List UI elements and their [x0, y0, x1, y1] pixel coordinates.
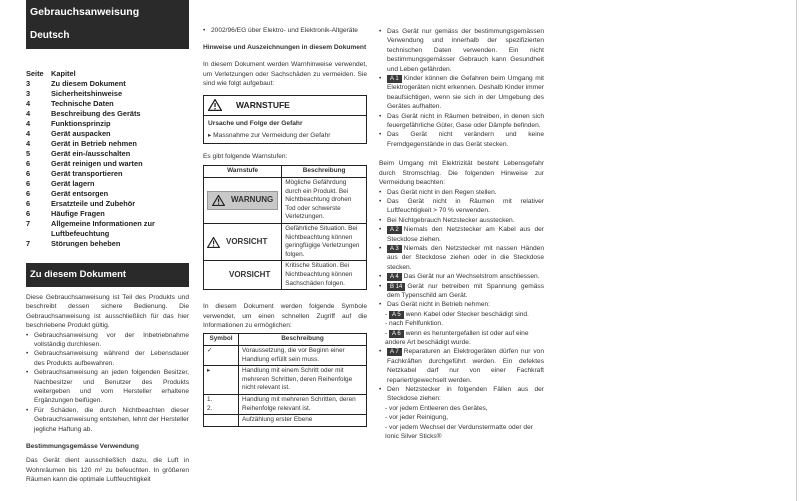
intro-bullets: [26, 331, 189, 434]
toc-page: 7: [26, 219, 31, 228]
toc-row: [26, 179, 189, 189]
toc-page: 5: [26, 149, 31, 158]
figure-ref-badge: B 14: [387, 283, 405, 291]
dash-item: - A 5 wenn Kabel oder Stecker beschädigt sind.: [385, 310, 529, 318]
table-row: [204, 366, 367, 395]
column-3: [379, 0, 544, 441]
toc-page: 4: [26, 139, 31, 148]
warning-triangle-icon: [207, 237, 220, 248]
toc-page: 6: [26, 199, 31, 208]
electricity-intro: Beim Umgang mit Elektrizität besteht Lebensgefahr durch Stromschlag. Die folgenden Hinweise zur Vermeidung beachten:: [379, 160, 544, 187]
toc-row: [26, 199, 189, 209]
warn-level-label: WARNSTUFE: [236, 100, 290, 111]
toc-page: 4: [26, 119, 31, 128]
toc-row: [26, 169, 189, 179]
list-item: [379, 74, 544, 112]
symbols-col-symbol: Symbol: [204, 334, 239, 346]
toc-page: 6: [26, 209, 31, 218]
dash-item: - nach Fehlfunktion.: [385, 320, 443, 328]
column-1: [26, 0, 189, 484]
level-signal-cell: [204, 224, 282, 261]
toc-title: Technische Daten: [51, 99, 114, 108]
toc-title: Funktionsprinzip: [51, 119, 111, 128]
table-row: [204, 415, 367, 427]
level-description: Kritische Situation. Bei Nichtbeachtung können Sachschäden folgen.: [282, 261, 367, 290]
list-item: [379, 347, 544, 385]
levels-col-level: Warnstufe: [204, 166, 282, 178]
column-2: [203, 0, 367, 427]
toc-page: 4: [26, 109, 31, 118]
toc-title: Zu diesem Dokument: [51, 79, 126, 88]
toc-row: [26, 129, 189, 139]
list-item: • Gebrauchsanweisung an jeden folgenden Besitzer, Nachbesitzer und Benutzer des Produkts weitergeben und vom Hersteller erhaltene Ergänzungen beifügen.: [26, 368, 189, 406]
toc-title: Beschreibung des Geräts: [51, 109, 141, 118]
warning-template-box: [203, 95, 367, 144]
symbol-cell: ▸: [204, 366, 239, 395]
symbols-intro: In diesem Dokument werden folgende Symbole verwendet, um einen schnellen Zugriff auf die Informationen zu ermöglichen:: [203, 303, 367, 329]
use-title: Bestimmungsgemässe Verwendung: [26, 443, 139, 451]
table-row: [204, 345, 367, 365]
item-text: Das Gerät nicht in Betrieb nehmen:: [387, 301, 490, 309]
item-text: Das Gerät nicht in Räumen mit relativer Luftfeuchtigkeit > 70 % verwenden.: [387, 197, 544, 215]
item-text: Das Gerät nur gemäss der bestimmungsgemässen Verwendung und innerhalb der spezifizierten technischen Daten verwenden. Ein nicht bestimmungsgemässer Gebrauch kann Gesundheit und Leben gefährden.: [387, 28, 544, 73]
figure-ref-badge: A 5: [389, 311, 404, 319]
toc-title: Gerät auspacken: [51, 129, 111, 138]
toc-title: Allgemeine Informationen zur Luftbefeuchtung: [51, 219, 155, 238]
language-label: Deutsch: [26, 26, 189, 49]
dash-item: - vor jeder Reinigung,: [385, 414, 449, 422]
signal-word: WARNUNG: [231, 195, 274, 205]
toc-row: [26, 99, 189, 109]
item-text: Bei Nichtgebrauch Netzstecker ausstecken.: [387, 216, 515, 224]
list-item: [379, 272, 544, 281]
level-signal-cell: [204, 178, 282, 224]
dash-item: - vor jedem Entleeren des Gerätes,: [385, 404, 488, 412]
toc-row: [26, 109, 189, 119]
use-text: Das Gerät dient ausschließlich dazu, die Luft in Wohnräumen bis 120 m² zu befeuchten. In größeren Räumen kann die optimale Luftfeuchtigkeit: [26, 457, 189, 483]
dash-item: - A 6 wenn es heruntergefallen ist oder auf eine andere Art beschädigt wurde.: [385, 329, 529, 346]
toc-row: [26, 219, 189, 239]
item-text: vor jeder Reinigung,: [389, 414, 449, 422]
toc-title: Gerät in Betrieb nehmen: [51, 139, 137, 148]
directive-bullet: • 2002/96/EG über Elektro- und Elektronik-Altgeräte: [203, 26, 367, 35]
list-item: • Gebrauchsanweisung vor der Inbetriebnahme vollständig durchlesen.: [26, 331, 189, 350]
toc-page: 3: [26, 89, 31, 98]
warning-triangle-icon: [212, 195, 225, 206]
toc-title: Sicherheitshinweise: [51, 89, 123, 98]
figure-ref-badge: A 4: [387, 273, 402, 281]
signal-word: VORSICHT: [229, 269, 271, 279]
toc-header: [26, 69, 189, 79]
warn-action: ▸ Massnahme zur Vermeidung der Gefahr: [208, 131, 331, 139]
symbols-col-desc: Beschreibung: [239, 334, 367, 346]
list-item: • Für Schäden, die durch Nichtbeachten dieser Gebrauchsanweisung entstehen, lehnt der Hersteller jegliche Haftung ab.: [26, 406, 189, 434]
symbol-cell: ✓: [204, 345, 239, 365]
signal-word-box: [207, 191, 278, 210]
table-row: [204, 224, 367, 261]
toc-page: 4: [26, 129, 31, 138]
document-title: Gebrauchsanweisung: [26, 0, 189, 26]
list-item: [379, 188, 544, 197]
symbol-cell: 1. 2.: [204, 394, 239, 414]
item-text: Den Netzstecker in folgenden Fällen aus der Steckdose ziehen:: [387, 386, 544, 403]
item-text: Niemals den Netzstecker am Kabel aus der Steckdose ziehen.: [387, 226, 544, 243]
warning-levels-table: [203, 165, 367, 290]
toc-page: 6: [26, 189, 31, 198]
level-description: Mögliche Gefährdung durch ein Produkt. Bei Nichtbeachtung drohen Tod oder schwerste Verletzungen.: [282, 178, 367, 224]
symbol-description: Handlung mit mehreren Schritten, deren Reihenfolge relevant ist.: [239, 394, 367, 414]
toc-row: [26, 139, 189, 149]
symbol-cell: [204, 415, 239, 427]
toc-title: Gerät entsorgen: [51, 189, 109, 198]
toc-col-chapter: Kapitel: [51, 69, 76, 78]
toc-title: Gerät ein-/ausschalten: [51, 149, 131, 158]
level-signal-cell: [204, 261, 282, 290]
toc-row: [26, 149, 189, 159]
toc-page: 3: [26, 79, 31, 88]
item-text: vor jedem Entleeren des Gerätes,: [389, 404, 488, 412]
toc-row: [26, 79, 189, 89]
symbol-description: Voraussetzung, die vor Beginn einer Handlung erfüllt sein muss.: [239, 345, 367, 365]
item-text: Gerät nur betreiben mit Spannung gemäss dem Typenschild am Gerät.: [387, 282, 544, 299]
figure-ref-badge: A 7: [387, 348, 402, 356]
warning-triangle-icon: [208, 99, 222, 111]
list-item: [379, 27, 544, 74]
item-text: nach Fehlfunktion.: [389, 320, 443, 328]
levels-col-desc: Beschreibung: [282, 166, 367, 178]
toc-title: Ersatzteile und Zubehör: [51, 199, 136, 208]
table-of-contents: [26, 69, 189, 249]
toc-page: 6: [26, 159, 31, 168]
item-text: wenn Kabel oder Stecker beschädigt sind.: [405, 310, 529, 318]
table-row: [204, 394, 367, 414]
item-text: Das Gerät nicht in Räumen betreiben, in denen sich feuergefährliche Güter, Gase oder Dämpfe befinden.: [387, 112, 544, 130]
toc-page: 4: [26, 99, 31, 108]
symbol-description: Handlung mit einem Schritt oder mit mehreren Schritten, deren Reihenfolge nicht relevant ist.: [239, 366, 367, 395]
toc-page: 7: [26, 239, 31, 248]
toc-row: [26, 159, 189, 169]
notes-text: In diesem Dokument werden Warnhinweise verwendet, um Verletzungen oder Sachschäden zu vermeiden. Sie sind wie folgt aufgebaut:: [203, 61, 367, 88]
toc-title: Gerät transportieren: [51, 169, 123, 178]
item-text: Reparaturen an Elektrogeräten dürfen nur von Fachkräften durchgeführt werden. Ein defektes Netzkabel darf nur von einer Fachkraft repariert/gewechselt werden.: [387, 348, 544, 384]
toc-title: Häufige Fragen: [51, 209, 105, 218]
figure-ref-badge: A 2: [387, 226, 402, 234]
levels-intro: Es gibt folgende Warnstufen:: [203, 153, 288, 161]
item-text: Kinder können die Gefahren beim Umgang mit Elektrogeräten nicht erkennen. Deshalb Kinder immer beaufsichtigen, wenn sie sich in der Umgebung des Gerätes aufhalten.: [387, 75, 544, 111]
item-text: Das Gerät nur an Wechselstrom anschliessen.: [403, 273, 540, 281]
toc-row: [26, 89, 189, 99]
page-edge-line: [796, 0, 797, 501]
list-item: [379, 244, 544, 272]
figure-ref-badge: A 3: [387, 245, 402, 253]
notes-title: Hinweise und Auszeichnungen in diesem Dokument: [203, 44, 367, 52]
table-row: [204, 261, 367, 290]
signal-word-box: [207, 271, 278, 280]
signal-word: VORSICHT: [226, 236, 268, 246]
symbols-table: [203, 333, 367, 426]
level-description: Gefährliche Situation. Bei Nichtbeachtung können geringfügige Verletzungen folgen.: [282, 224, 367, 261]
section-title: Zu diesem Dokument: [26, 263, 189, 287]
toc-page: 6: [26, 169, 31, 178]
toc-col-page: Seite: [26, 69, 44, 78]
list-item: [379, 197, 544, 216]
list-item: [379, 112, 544, 131]
warn-cause: Ursache und Folge der Gefahr: [208, 119, 303, 127]
symbol-description: Aufzählung erster Ebene: [239, 415, 367, 427]
list-item: [379, 225, 544, 244]
item-text: wenn es heruntergefallen ist oder auf eine andere Art beschädigt wurde.: [385, 329, 529, 346]
toc-row: [26, 209, 189, 219]
table-row: [204, 178, 367, 224]
figure-ref-badge: A 6: [389, 330, 404, 338]
intro-text: Diese Gebrauchsanweisung ist Teil des Produkts und beschreibt dessen sichere Bedienung. Die Gebrauchsanweisung ist ausschließlich für das hier beschriebene Produkt gültig.: [26, 294, 189, 330]
toc-title: Gerät lagern: [51, 179, 95, 188]
list-item: • Gebrauchsanweisung während der Lebensdauer des Produkts aufbewahren.: [26, 349, 189, 368]
toc-row: [26, 239, 189, 249]
signal-word-box: [207, 237, 278, 248]
item-text: Niemals den Netzstecker mit nassen Händen aus der Steckdose ziehen oder in die Steckdose stecken.: [387, 244, 544, 271]
list-item: [379, 385, 544, 404]
item-text: Das Gerät nicht verändern und keine Fremdgegenstände in das Gerät stecken.: [387, 131, 544, 148]
list-item: [379, 216, 544, 225]
toc-title: Gerät reinigen und warten: [51, 159, 143, 168]
item-text: Das Gerät nicht in den Regen stellen.: [387, 188, 497, 196]
list-item: [379, 282, 544, 301]
toc-row: [26, 119, 189, 129]
figure-ref-badge: A 1: [387, 75, 402, 83]
list-item: [379, 300, 544, 309]
list-item: [379, 130, 544, 149]
item-text: vor jedem Wechsel der Verdunstermatte oder der Ionic Silver Sticks®: [385, 423, 533, 441]
dash-item: - vor jedem Wechsel der Verdunstermatte oder der Ionic Silver Sticks®: [385, 423, 533, 441]
toc-row: [26, 189, 189, 199]
toc-title: Störungen beheben: [51, 239, 121, 248]
toc-page: 6: [26, 179, 31, 188]
